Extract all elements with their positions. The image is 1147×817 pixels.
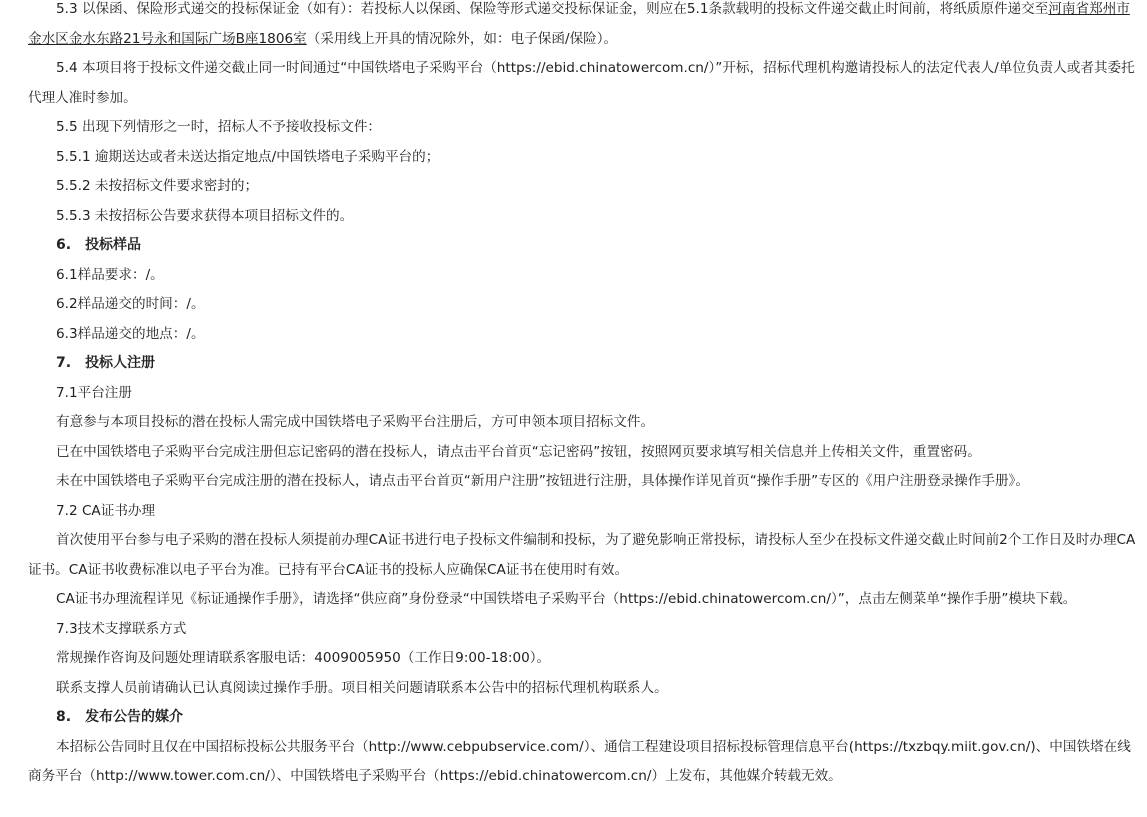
section-6-number: 6.	[56, 237, 72, 253]
section-6-title: 投标样品	[85, 237, 142, 253]
clause-6-1: 6.1样品要求：/。	[56, 266, 164, 283]
clause-7-2-a: 首次使用平台参与电子采购的潜在投标人须提前办理CA证书进行电子投标文件编制和投标，为了避免影响正常投标，请投标人至少在投标文件递交截止时间前2个工作日及时办理CA证书。CA证书收费标准以电子平台为准。已持有平台CA证书的投标人应确保CA证书在使用时有效。	[28, 532, 1136, 578]
clause-5-5-3: 5.5.3 未按招标公告要求获得本项目招标文件的。	[56, 207, 354, 224]
clause-7-2-b: CA证书办理流程详见《标证通操作手册》，请选择“供应商”身份登录“中国铁塔电子采购平台（https://ebid.chinatowercom.cn/）”，点击左侧菜单“操作手册”模块下载。	[56, 591, 1077, 607]
clause-6-3: 6.3样品递交的地点：/。	[56, 325, 205, 342]
clause-7-3: 7.3技术支撑联系方式	[56, 620, 187, 637]
clause-7-1-c: 未在中国铁塔电子采购平台完成注册的潜在投标人，请点击平台首页“新用户注册”按钮进行注册，具体操作详见首页“操作手册”专区的《用户注册登录操作手册》。	[56, 473, 1029, 489]
clause-5-4: 5.4 本项目将于投标文件递交截止同一时间通过“中国铁塔电子采购平台（https://ebid.chinatowercom.cn/）”开标，招标代理机构邀请投标人的法定代表人/单位负责人或者其委托代理人准时参加。	[28, 60, 1135, 106]
clause-5-5-1: 5.5.1 逾期送达或者未送达指定地点/中国铁塔电子采购平台的；	[56, 148, 440, 165]
section-7-number: 7.	[56, 355, 72, 371]
address-link[interactable]: 河南省郑州市金水区金水东路21号永和国际广场B座1806室	[28, 1, 1130, 47]
clause-8-a: 本招标公告同时且仅在中国招标投标公共服务平台（http://www.cebpubservice.com/）、通信工程建设项目招标投标管理信息平台(https://txzbqy.miit.gov.cn/)、中国铁塔在线商务平台（http://www.tower.com.cn/）、中国铁塔电子采购平台（https://ebid.chinatowercom.cn/）上发布，其他媒介转载无效。	[28, 738, 1131, 784]
section-8-title: 发布公告的媒介	[85, 709, 184, 725]
section-7-title: 投标人注册	[85, 355, 156, 371]
clause-7-2: 7.2 CA证书办理	[56, 502, 156, 519]
section-7-heading	[28, 349, 1137, 379]
clause-7-3-b: 联系支撑人员前请确认已认真阅读过操作手册。项目相关问题请联系本公告中的招标代理机构联系人。	[56, 679, 668, 696]
clause-7-1-a: 有意参与本项目投标的潜在投标人需完成中国铁塔电子采购平台注册后，方可申领本项目招标文件。	[56, 414, 655, 430]
clause-7-1-b: 已在中国铁塔电子采购平台完成注册但忘记密码的潜在投标人，请点击平台首页“忘记密码”按钮，按照网页要求填写相关信息并上传相关文件，重置密码。	[56, 443, 981, 460]
clause-6-2: 6.2样品递交的时间：/。	[56, 296, 205, 312]
clause-5-3	[28, 0, 1137, 54]
section-6-heading	[28, 231, 1137, 261]
clause-5-3-text: 5.3 以保函、保险形式递交的投标保证金（如有）：若投标人以保函、保险等形式递交投标保证金，则应在5.1条款载明的投标文件递交截止时间前，将纸质原件递交至	[56, 1, 1049, 17]
clause-7-1: 7.1平台注册	[56, 384, 132, 401]
clause-5-3-note: （采用线上开具的情况除外，如：电子保函/保险）。	[306, 30, 618, 47]
clause-5-5-2: 5.5.2 未按招标文件要求密封的；	[56, 178, 259, 194]
clause-7-3-a: 常规操作咨询及问题处理请联系客服电话：4009005950（工作日9:00-18:00）。	[56, 650, 551, 666]
section-8-heading	[28, 703, 1137, 733]
clause-5-5: 5.5 出现下列情形之一时，招标人不予接收投标文件：	[56, 119, 382, 135]
section-8-number: 8.	[56, 709, 72, 725]
